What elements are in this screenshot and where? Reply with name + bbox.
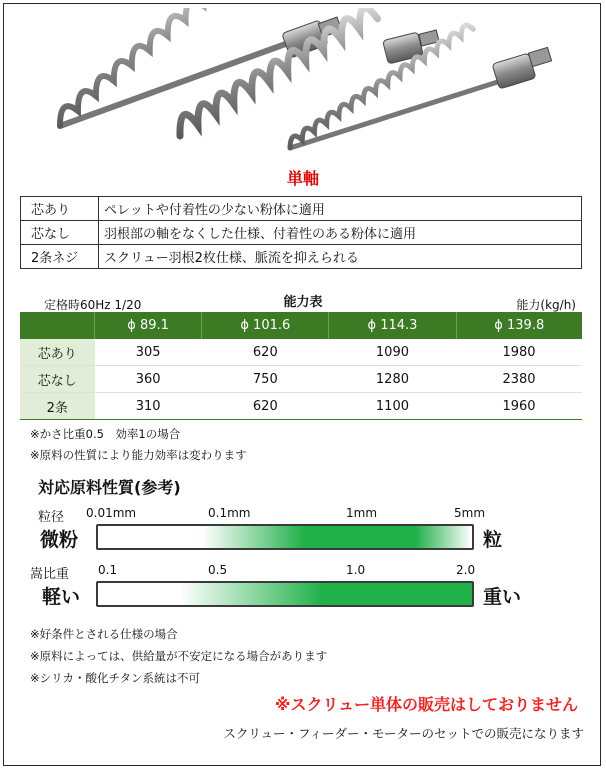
density-label: 嵩比重 [30, 567, 70, 582]
size-tick: 0.1mm [208, 506, 251, 520]
row-header: 芯あり [20, 339, 95, 366]
table-cell: 310 [95, 393, 202, 420]
type-table [20, 196, 582, 269]
bulk-density-range-bar [96, 581, 474, 607]
type-name: 芯あり [21, 197, 99, 221]
size-tick: 0.01mm [86, 506, 137, 520]
note-excluded: ※シリカ・酸化チタン系統は不可 [30, 671, 200, 685]
table-cell: 620 [202, 339, 329, 366]
density-tick: 2.0 [456, 563, 476, 577]
sales-warning: ※スクリュー単体の販売はしておりません [274, 695, 578, 714]
table-row [20, 339, 582, 366]
row-header: 2条 [20, 393, 95, 420]
note-conditions: ※好条件とされる仕様の場合 [30, 627, 178, 641]
density-left-label: 軽い [42, 586, 81, 608]
column-header: ϕ 101.6 [202, 312, 329, 339]
capacity-header-row [20, 312, 582, 339]
size-right-label: 粒 [483, 529, 503, 551]
particle-size-range-bar [96, 524, 474, 550]
type-desc: ペレットや付着性の少ない粉体に適用 [99, 197, 582, 221]
table-cell: 1280 [329, 366, 456, 393]
properties-heading: 対応原料性質(参考) [38, 478, 181, 497]
type-name: 芯なし [21, 221, 99, 245]
table-row [20, 366, 582, 393]
page-title: 単軸 [286, 169, 319, 188]
note-bulk-density: ※かさ比重0.5 効率1の場合 [30, 427, 181, 441]
table-row [20, 393, 582, 420]
table-cell: 620 [202, 393, 329, 420]
table-cell: 1980 [456, 339, 582, 366]
column-header: ϕ 89.1 [95, 312, 202, 339]
table-cell: 360 [95, 366, 202, 393]
size-tick: 5mm [454, 506, 486, 520]
type-name: 2条ネジ [21, 245, 99, 269]
table-row [21, 221, 582, 245]
row-header: 芯なし [20, 366, 95, 393]
density-tick: 0.1 [98, 563, 118, 577]
note-unstable: ※原料によっては、供給量が不安定になる場合があります [30, 649, 328, 663]
type-desc: スクリュー羽根2枚仕様、脈流を抑えられる [99, 245, 582, 269]
type-desc: 羽根部の軸をなくした仕様、付着性のある粉体に適用 [99, 221, 582, 245]
table-cell: 1100 [329, 393, 456, 420]
capacity-heading: 能力表 [283, 295, 323, 310]
table-row [21, 197, 582, 221]
table-cell: 2380 [456, 366, 582, 393]
note-efficiency: ※原料の性質により能力効率は変わります [30, 448, 247, 462]
table-cell: 305 [95, 339, 202, 366]
density-tick: 1.0 [346, 563, 366, 577]
screw-conveyors-illustration [40, 8, 580, 158]
size-tick: 1mm [346, 506, 378, 520]
density-tick: 0.5 [208, 563, 228, 577]
size-left-label: 微粉 [40, 529, 79, 551]
table-cell: 750 [202, 366, 329, 393]
screw-with-core [40, 8, 342, 126]
set-sale-note: スクリュー・フィーダー・モーターのセットでの販売になります [223, 726, 584, 741]
table-row [21, 245, 582, 269]
column-header: ϕ 114.3 [329, 312, 456, 339]
table-cell: 1960 [456, 393, 582, 420]
size-label: 粒径 [38, 510, 65, 525]
capacity-unit: 能力(kg/h) [516, 298, 576, 312]
table-cell: 1090 [329, 339, 456, 366]
density-right-label: 重い [483, 586, 522, 608]
corner-cell [20, 312, 95, 339]
capacity-condition: 定格時60Hz 1/20 [44, 298, 142, 312]
column-header: ϕ 139.8 [456, 312, 582, 339]
capacity-table [20, 312, 582, 420]
